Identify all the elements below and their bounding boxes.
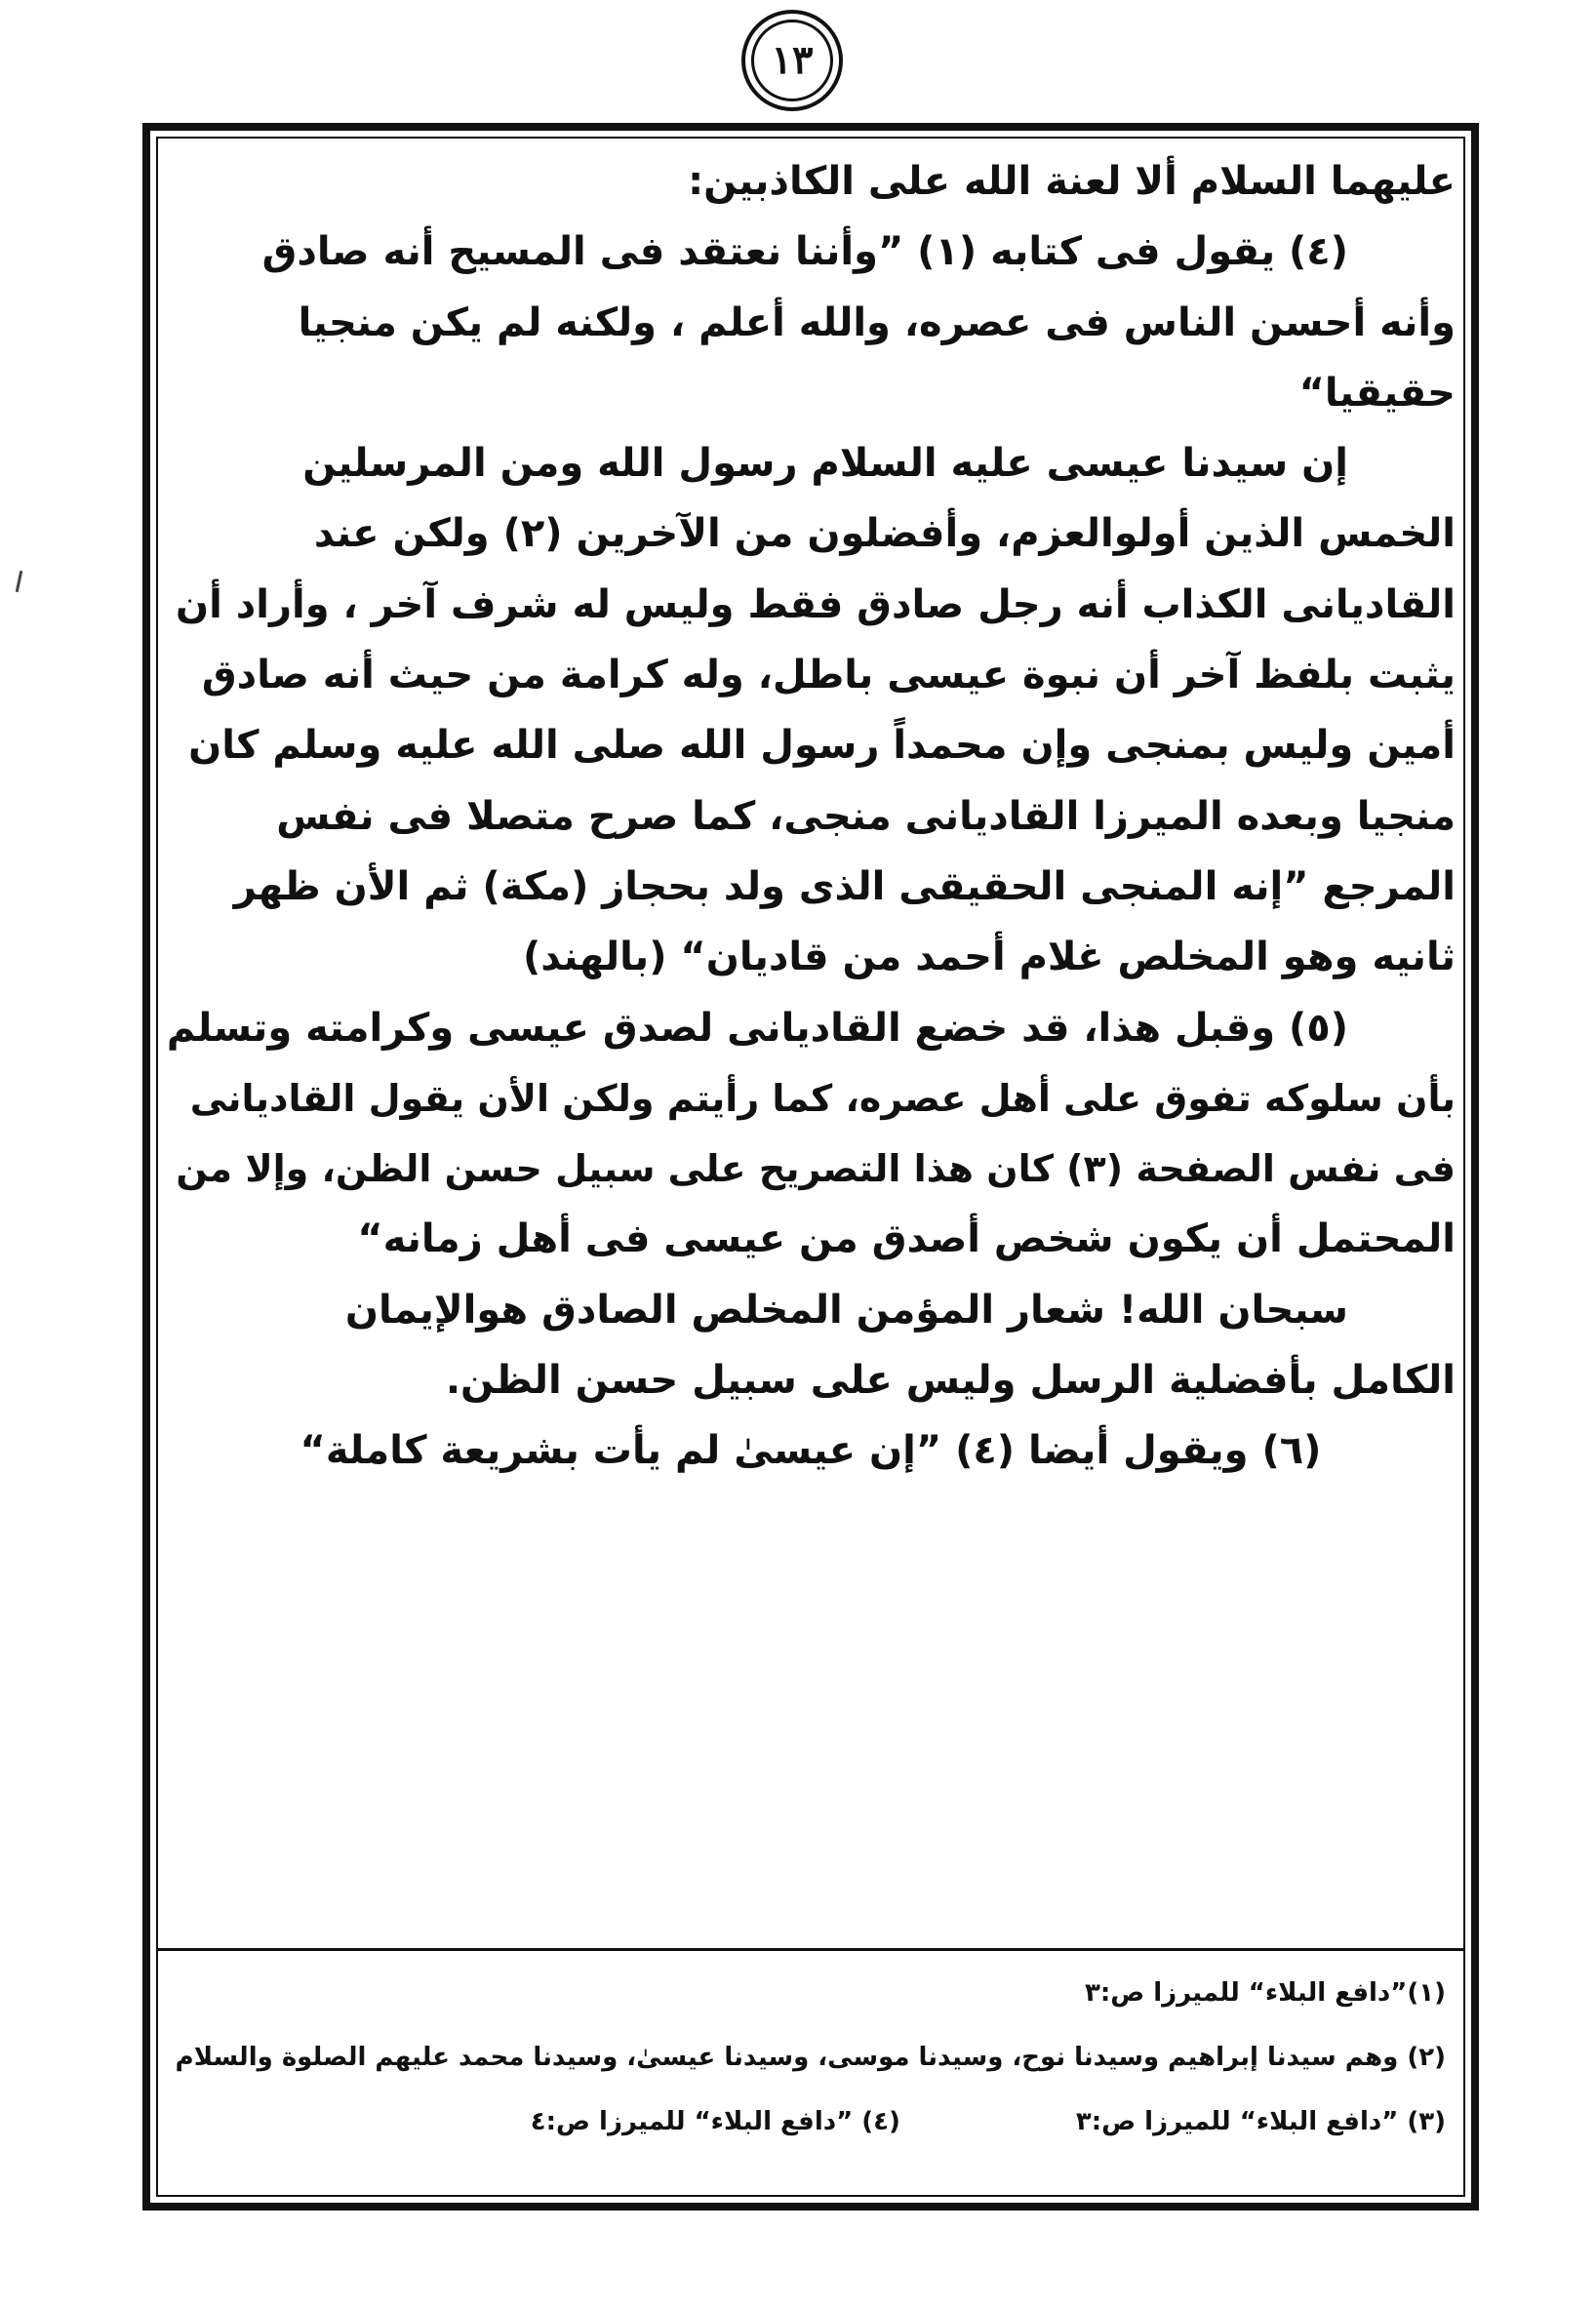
footnotes <box>176 1961 1446 2154</box>
footnote: (٢) وهم سيدنا إبراهيم وسيدنا نوح، وسيدنا موسى، وسيدنا عيسىٰ، وسيدنا محمد عليهم الصلوة والسلام <box>175 2043 1446 2072</box>
main-text <box>166 146 1456 1487</box>
text-line: (٦) ويقول أيضا (٤) ”إن عيسىٰ لم يأت بشريعة كاملة“ <box>299 1428 1322 1474</box>
text-line: أمين وليس بمنجى وإن محمداً رسول الله صلى الله عليه وسلم كان <box>188 723 1456 769</box>
text-line: سبحان الله! شعار المؤمن المخلص الصادق هوالإيمان <box>344 1287 1348 1333</box>
text-line: (٤) يقول فى كتابه (١) ”وأننا نعتقد فى المسيح أنه صادق <box>261 229 1348 275</box>
text-line: فى نفس الصفحة (٣) كان هذا التصريح على سبيل حسن الظن، وإلا من <box>176 1147 1456 1191</box>
text-line: حقيقيا“ <box>1298 370 1456 416</box>
text-line: (٥) وقبل هذا، قد خضع القاديانى لصدق عيسى وكرامته وتسلم <box>166 1005 1348 1051</box>
footnote: (٤) ”دافع البلاء“ للميرزا ص:٤ <box>530 2107 900 2136</box>
text-line: ثانيه وهو المخلص غلام أحمد من قاديان“ (بالهند) <box>523 935 1456 980</box>
text-line: إن سيدنا عيسى عليه السلام رسول الله ومن المرسلين <box>302 441 1348 487</box>
footnote: (١)”دافع البلاء“ للميرزا ص:٣ <box>1084 1978 1446 2008</box>
text-line: القاديانى الكذاب أنه رجل صادق فقط وليس له شرف آخر ، وأراد أن <box>175 581 1456 627</box>
text-line: عليهما السلام ألا لعنة الله على الكاذبين: <box>688 159 1456 204</box>
text-line: بأن سلوكه تفوق على أهل عصره، كما رأيتم ولكن الأن يقول القاديانى <box>189 1076 1456 1120</box>
page-number-badge <box>741 10 843 111</box>
page-number: ١٣ <box>751 20 833 101</box>
text-line: الكامل بأفضلية الرسل وليس على سبيل حسن الظن. <box>445 1358 1456 1404</box>
text-line: يثبت بلفظ آخر أن نبوة عيسى باطل، وله كرامة من حيث أنه صادق <box>201 653 1456 698</box>
footnote-row <box>176 2090 1446 2154</box>
footnote: (٣) ”دافع البلاء“ للميرزا ص:٣ <box>1075 2107 1446 2136</box>
text-line: وأنه أحسن الناس فى عصره، والله أعلم ، ولكنه لم يكن منجيا <box>298 299 1456 345</box>
text-line: المرجع ”إنه المنجى الحقيقى الذى ولد بحجاز (مكة) ثم الأن ظهر <box>233 863 1456 909</box>
footnote-divider <box>158 1948 1463 1951</box>
text-line: المحتمل أن يكون شخص أصدق من عيسى فى أهل زمانه“ <box>357 1216 1456 1262</box>
text-line: الخمس الذين أولوالعزم، وأفضلون من الآخرين (٢) ولكن عند <box>313 511 1456 557</box>
margin-mark <box>16 571 23 592</box>
text-line: منجيا وبعده الميرزا القاديانى منجى، كما صرح متصلا فى نفس <box>276 793 1456 839</box>
